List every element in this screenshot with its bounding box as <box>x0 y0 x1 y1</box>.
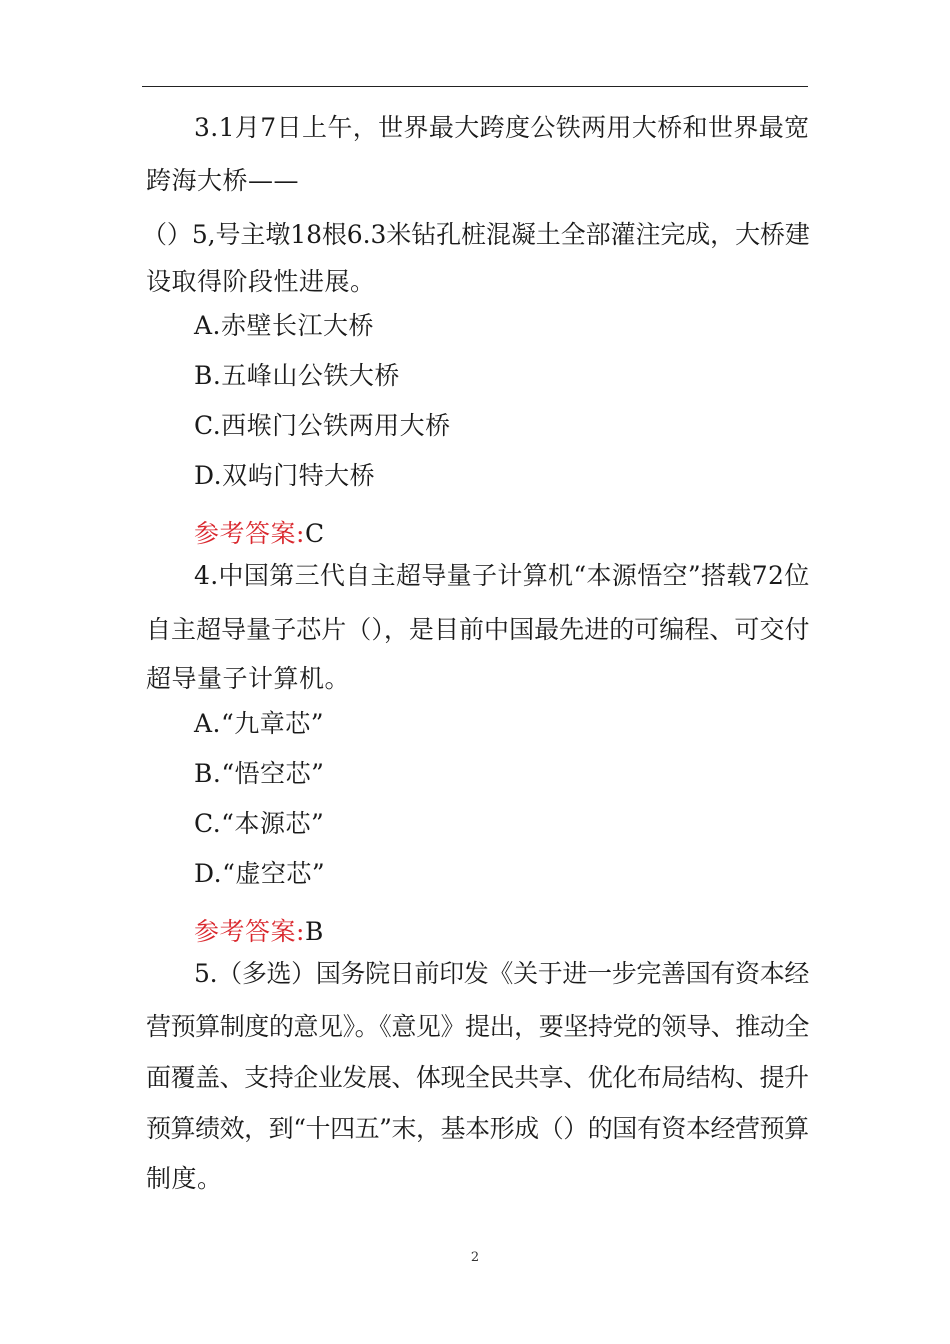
q3-stem-line-3: （）5,号主墩18根6.3米钻孔桩混凝土全部灌注完成，大桥建 <box>142 220 810 249</box>
page-number: 2 <box>470 1250 480 1265</box>
q3-stem-line-1: 3.1月7日上午，世界最大跨度公铁两用大桥和世界最宽 <box>194 113 810 142</box>
q3-stem-line-2: 跨海大桥—— <box>146 166 300 195</box>
q3-answer-value: C <box>304 519 325 548</box>
q4-answer-value: B <box>304 917 324 946</box>
q4-option-a: A.“九章芯” <box>194 709 325 738</box>
q5-stem-line-1: 5.（多选）国务院日前印发《关于进一步完善国有资本经 <box>194 959 810 988</box>
q3-answer <box>194 518 325 550</box>
q3-option-c: C.西堠门公铁两用大桥 <box>194 411 451 440</box>
q4-option-d: D.“虚空芯” <box>194 859 326 888</box>
q5-stem-line-3: 面覆盖、支持企业发展、体现全民共享、优化布局结构、提升 <box>146 1063 809 1092</box>
q5-stem-line-5: 制度。 <box>146 1164 223 1193</box>
q4-stem-line-2: 自主超导量子芯片（），是目前中国最先进的可编程、可交付 <box>146 615 810 644</box>
q4-stem-line-1: 4.中国第三代自主超导量子计算机“本源悟空”搭载72位 <box>194 561 810 590</box>
q4-option-b: B.“悟空芯” <box>194 759 325 788</box>
q4-answer <box>194 916 324 948</box>
q4-option-c: C.“本源芯” <box>194 809 325 838</box>
q3-stem-line-4: 设取得阶段性进展。 <box>146 267 376 296</box>
q5-stem-line-2: 营预算制度的意见》。《意见》提出，要坚持党的领导、推动全 <box>146 1012 810 1041</box>
q5-stem-line-4: 预算绩效，到“十四五”末，基本形成（）的国有资本经营预算 <box>146 1114 809 1143</box>
q4-answer-label: 参考答案: <box>194 917 305 946</box>
q3-option-b: B.五峰山公铁大桥 <box>194 361 400 390</box>
q3-option-d: D.双屿门特大桥 <box>194 461 376 490</box>
q3-option-a: A.赤壁长江大桥 <box>194 311 375 340</box>
header-rule <box>142 86 808 87</box>
q4-stem-line-3: 超导量子计算机。 <box>146 664 351 693</box>
q3-answer-label: 参考答案: <box>194 519 305 548</box>
